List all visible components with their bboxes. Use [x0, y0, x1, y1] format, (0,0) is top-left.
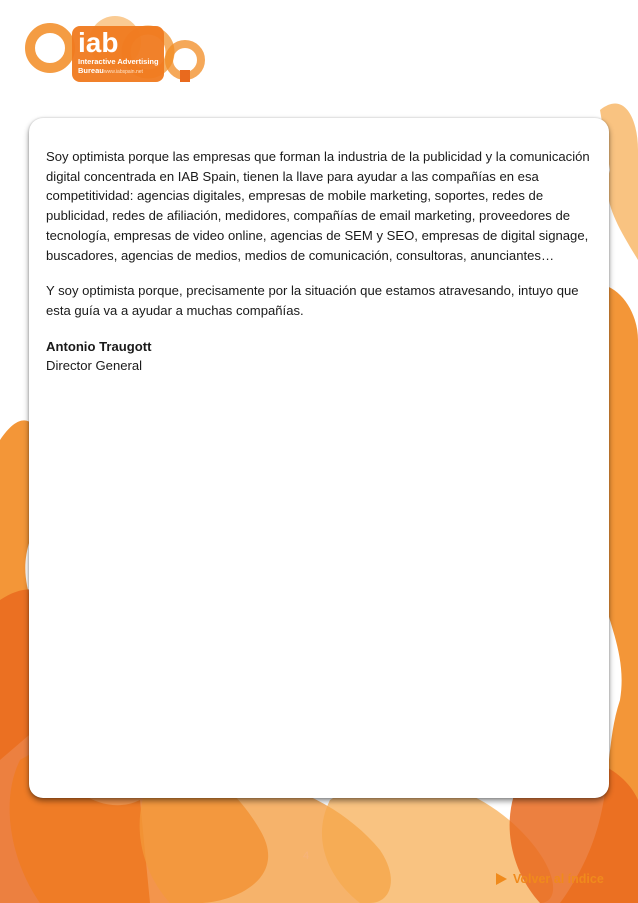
paragraph-optimism: Y soy optimista porque, precisamente por la situación que estamos atravesando, intuyo que esta guía va a ayudar a muchas compañías.	[46, 283, 579, 318]
paragraph-competitiveness: Soy optimista porque las empresas que forman la industria de la publicidad y la comunicación digital concentrada en IAB Spain, tienen la llave para ayudar a las compañías en esa competitividad: agencias digitales, empresas de mobile marketing, soportes, redes de publicidad, redes de afiliación, medidores, compañías de email marketing, proveedores de tecnología, empresas de video online, agencias de SEM y SEO, empresas de digital signage, buscadores, agencias de medios, medios de comunicación, consultoras, anunciantes…	[46, 149, 590, 263]
svg-text:iab: iab	[78, 27, 119, 58]
signature	[46, 337, 594, 376]
iab-logo	[20, 12, 210, 92]
back-to-index-link[interactable]	[495, 870, 604, 888]
letter-body	[46, 147, 594, 376]
svg-text:Bureau: Bureau	[78, 66, 104, 75]
page-number: 4	[302, 850, 310, 862]
svg-text:Interactive Advertising: Interactive Advertising	[78, 57, 159, 66]
signature-name: Antonio Traugott	[46, 338, 152, 354]
signature-role: Director General	[46, 358, 143, 374]
svg-text:www.iabspain.net: www.iabspain.net	[104, 69, 143, 75]
play-arrow-icon	[495, 873, 507, 885]
back-to-index-label: Volver al índice	[513, 872, 604, 886]
